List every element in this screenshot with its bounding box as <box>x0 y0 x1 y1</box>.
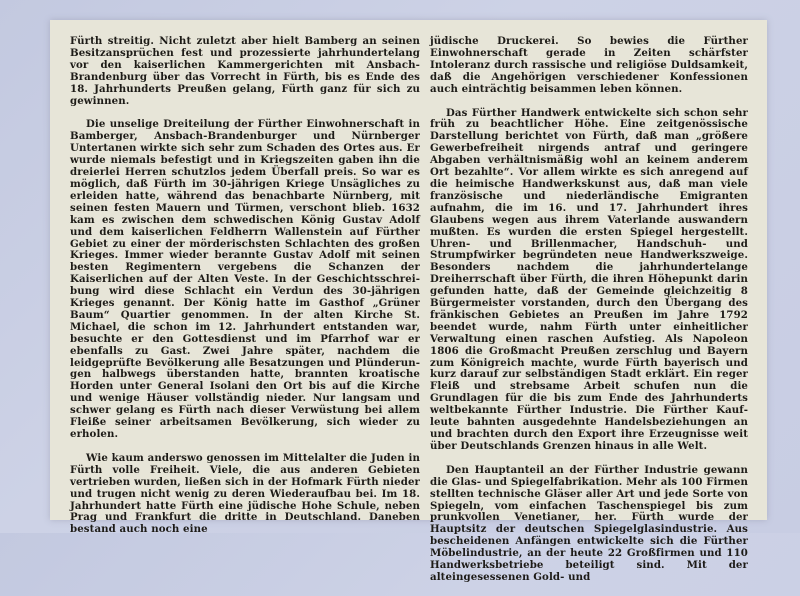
paragraph: Den Hauptanteil an der Fürther Industrie gewann die Glas- und Spiegelfabrikation. Mehr als 100 Firmen stellten technische Gläser aller Art und jede Sorte von Spiegeln, vom einfachen Taschenspiegel bis zum prunkvollen Venetianer, her. Fürth wurde der Hauptsitz der deutschen Spiegelglasindustrie. Aus bescheidenen Anfängen entwickelte sich die Fürther Möbelindustrie, an der heute 22 Großfirmen und 110 Handwerksbetriebe beteiligt sind. Mit der alteingesessenen Gold- und <box>430 463 748 583</box>
left-column <box>70 36 420 548</box>
paragraph: Wie kaum anderswo genossen im Mittelalter die Juden in Fürth volle Freiheit. Viele, die aus anderen Gebieten vertrieben wurden, ließen sich in der Hofmark Fürth nieder und trugen nicht wenig zu deren Wiederaufbau bei. Im 18. Jahrhundert hatte Fürth eine jüdische Hohe Schule, neben Prag und Frankfurt die dritte in Deutschland. Daneben bestand auch noch eine <box>70 451 420 536</box>
paragraph: Fürth streitig. Nicht zuletzt aber hielt Bamberg an seinen Besitzansprüchen fest und prozessierte jahrhundertelang vor den kaiserlichen Kammergerichten mit Ansbach-Brandenburg über das Vorrecht in Fürth, bis es Ende des 18. Jahrhunderts Preußen gelang, Fürth ganz für sich zu gewinnen. <box>70 35 420 107</box>
paragraph: Das Fürther Handwerk entwickelte sich schon sehr früh zu beachtlicher Höhe. Eine zeitgenössische Darstellung berichtet von Fürth, daß man „größere Gewerbefreiheit nirgends antraf und geringere Abgaben verhältnismäßig wohl an keinem anderem Ort bezahlte“. Vor allem wirkte es sich anregend auf die heimische Handwerkskunst aus, daß man viele französische und niederländische Emigranten aufnahm, die im 16. und 17. Jahrhundert ihres Glaubens wegen aus ihrem Vaterlande auswandern mußten. Es wurden die ersten Spiegel hergestellt. Uhren- und Brillenmacher, Handschuh- und Strumpfwirker begründeten neue Handwerkszweige. Besonders nachdem die jahrhundertelange Dreiherrschaft über Fürth, die ihren Höhepunkt darin gefunden hatte, daß der Gemeinde gleichzeitig 8 Bürgermeister vorstanden, durch den Übergang des fränkischen Gebietes an Preußen im Jahre 1792 beendet wurde, nahm Fürth unter einheitlicher Verwaltung einen raschen Aufstieg. Als Napoleon 1806 die Großmacht Preußen zerschlug und Bayern zum Königreich machte, wurde Fürth bayerisch und kurz darauf zur selbständigen Stadt erklärt. Ein reger Fleiß und strebsame Arbeit schufen nun die Grundlagen für die bis zum Ende des Jahrhunderts weltbekannte Fürther Industrie. Die Fürther Kaufleute bahnten ausgedehnte Handelsbeziehungen an und brachten durch den Export ihre Erzeugnisse weit über Deutschlands Grenzen hinaus in alle Welt. <box>430 106 748 452</box>
document-page <box>50 20 767 583</box>
paragraph: jüdische Druckerei. So bewies die Fürther Einwohnerschaft gerade in Zeiten schärfster Intoleranz durch rassische und religiöse Duldsamkeit, daß die Angehörigen verschiedener Konfessionen auch einträchtig beisammen leben können. <box>430 35 748 95</box>
paragraph: Die unselige Dreiteilung der Fürther Einwohnerschaft in Bamberger, Ansbach-Brandenburger und Nürnberger Untertanen wirkte sich sehr zum Schaden des Ortes aus. Er wurde niemals befestigt und in Kriegszeiten gaben ihn die dreierlei Herren schutzlos jedem Überfall preis. So war es möglich, daß Fürth im 30-jährigen Kriege Unsägliches zu erleiden hatte, während das benachbarte Nürnberg, mit seinen festen Mauern und Türmen, verschont blieb. 1632 kam es zwischen dem schwedischen König Gustav Adolf und dem kaiserlichen Feldherrn Wallenstein auf Fürther Gebiet zu einer der mörderischsten Schlachten des großen Krieges. Immer wieder berannte Gustav Adolf mit seinen besten Regimentern vergebens die Schanzen der Kaiserlichen auf der Alten Veste. In der Geschichtsschreibung wird diese Schlacht ein Verdun des 30-jährigen Krieges genannt. Der König hatte im Gasthof „Grüner Baum“ Quartier genommen. In der alten Kirche St. Michael, die schon im 12. Jahrhundert entstanden war, besuchte er den Gottesdienst und im Pfarrhof war er ebenfalls zu Gast. Zwei Jahre später, nachdem die leidgeprüfte Bevölkerung alle Besatzungen und Plünderungen halbwegs überstanden hatte, brannten kroatische Horden unter General Isolani den Ort bis auf die Kirche und wenige Häuser vollständig nieder. Nur langsam und schwer gelang es Fürth nach dieser Verwüstung bei allem Fleiße seiner arbeitsamen Bevölkerung, sich wieder zu erholen. <box>70 118 420 440</box>
right-column <box>430 36 748 596</box>
